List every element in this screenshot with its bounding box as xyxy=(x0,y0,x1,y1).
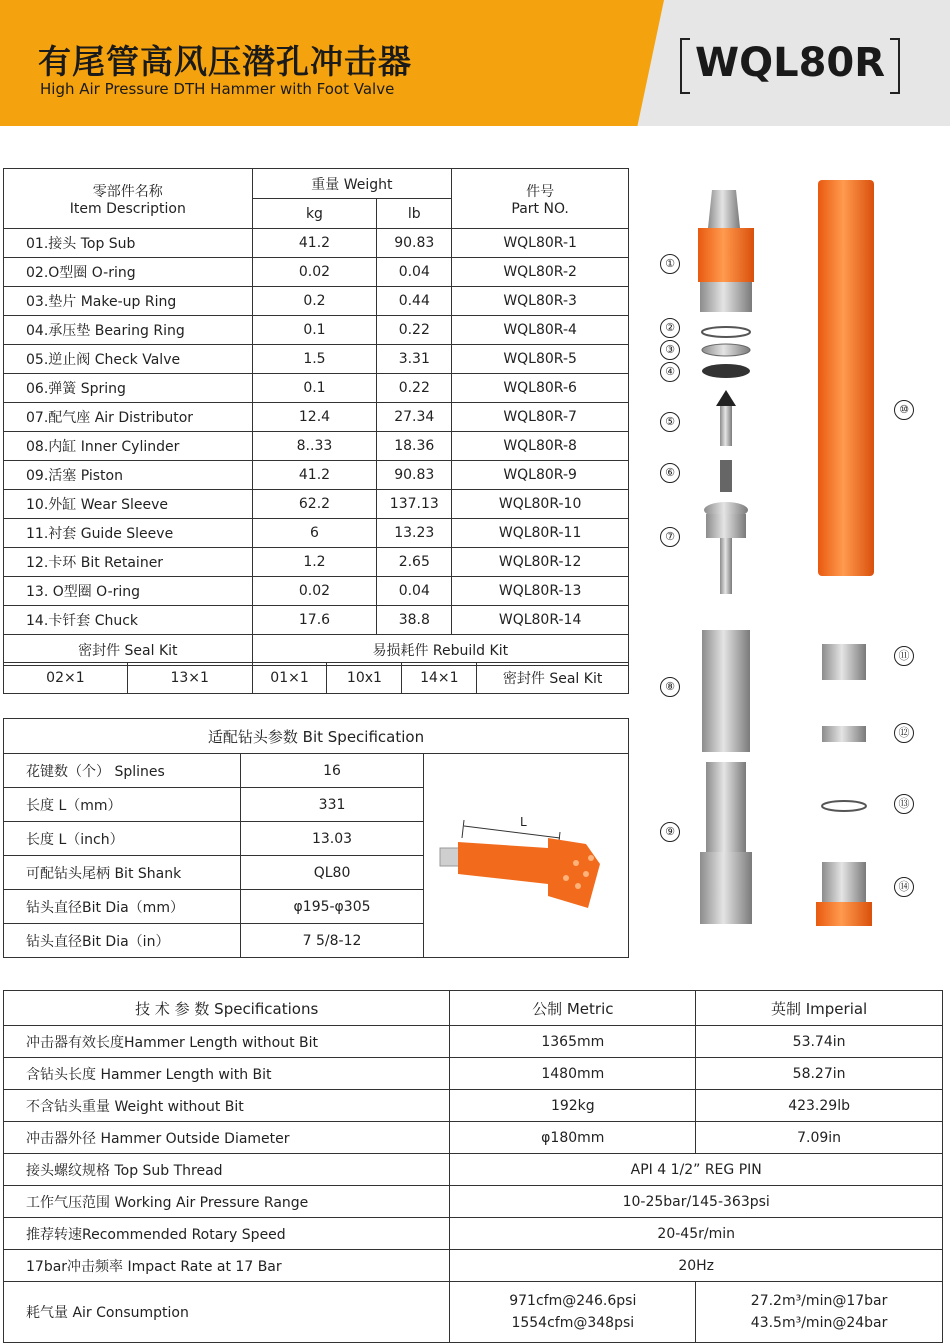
part-o-ring xyxy=(702,327,750,337)
parts-table xyxy=(3,168,629,666)
spec-row xyxy=(4,1058,943,1090)
spec-row xyxy=(4,1026,943,1058)
part-kg: 0.1 xyxy=(252,316,377,345)
header-part-cn: 件号 xyxy=(526,183,555,200)
header-kg: kg xyxy=(252,199,377,229)
part-kg: 41.2 xyxy=(252,461,377,490)
part-kg: 0.1 xyxy=(252,374,377,403)
part-item: 12.卡环 Bit Retainer xyxy=(4,548,253,577)
part-kg: 0.02 xyxy=(252,258,377,287)
part-kg: 8..33 xyxy=(252,432,377,461)
bit-spec-value: QL80 xyxy=(240,856,424,890)
spec-value: API 4 1/2” REG PIN xyxy=(450,1154,943,1186)
parts-row xyxy=(4,345,629,374)
spec-value: 20-45r/min xyxy=(450,1218,943,1250)
header-banner xyxy=(0,0,950,126)
bit-drawing xyxy=(436,808,616,918)
spec-merged-row xyxy=(4,1250,943,1282)
spec-imperial: 7.09in xyxy=(696,1122,943,1154)
title-english: High Air Pressure DTH Hammer with Foot Valve xyxy=(40,80,395,98)
model-number: WQL80R xyxy=(694,40,886,86)
callout-9: ⑨ xyxy=(660,822,680,842)
callout-11: ⑪ xyxy=(894,646,914,666)
air-consumption-metric xyxy=(450,1282,696,1343)
spec-imperial: 53.74in xyxy=(696,1026,943,1058)
part-lb: 137.13 xyxy=(377,490,452,519)
seal-kit-item: 13×1 xyxy=(127,663,252,694)
parts-row xyxy=(4,606,629,635)
air-consumption-label: 耗气量 Air Consumption xyxy=(4,1282,450,1343)
part-number: WQL80R-3 xyxy=(452,287,629,316)
part-bearing-ring xyxy=(702,364,750,378)
part-lb: 0.22 xyxy=(377,316,452,345)
rebuild-kit-header: 易损耗件 Rebuild Kit xyxy=(252,635,628,666)
title-chinese: 有尾管高风压潜孔冲击器 xyxy=(38,42,412,81)
callout-14: ⑭ xyxy=(894,877,914,897)
seal-kit-header: 密封件 Seal Kit xyxy=(4,635,253,666)
part-lb: 0.04 xyxy=(377,577,452,606)
part-number: WQL80R-12 xyxy=(452,548,629,577)
part-spring xyxy=(720,460,732,492)
exploded-parts-diagram xyxy=(640,168,940,948)
part-kg: 0.2 xyxy=(252,287,377,316)
part-number: WQL80R-4 xyxy=(452,316,629,345)
callout-2: ② xyxy=(660,318,680,338)
bit-spec-value: 331 xyxy=(240,788,424,822)
part-kg: 6 xyxy=(252,519,377,548)
header-lb: lb xyxy=(377,199,452,229)
spec-imperial: 58.27in xyxy=(696,1058,943,1090)
part-item: 07.配气座 Air Distributor xyxy=(4,403,253,432)
part-lb: 18.36 xyxy=(377,432,452,461)
part-item: 10.外缸 Wear Sleeve xyxy=(4,490,253,519)
bit-spec-value: 7 5/8-12 xyxy=(240,924,424,958)
air-imperial-1: 27.2m³/min@17bar xyxy=(750,1293,888,1309)
part-number: WQL80R-1 xyxy=(452,229,629,258)
bit-button xyxy=(583,871,589,877)
part-kg: 62.2 xyxy=(252,490,377,519)
spec-label: 17bar冲击频率 Impact Rate at 17 Bar xyxy=(4,1250,450,1282)
bit-button xyxy=(575,883,581,889)
part-wear-sleeve xyxy=(818,180,874,576)
part-number: WQL80R-11 xyxy=(452,519,629,548)
part-item: 13. O型圈 O-ring xyxy=(4,577,253,606)
spec-value: 10-25bar/145-363psi xyxy=(450,1186,943,1218)
rebuild-kit-item: 14×1 xyxy=(402,663,477,694)
part-lb: 0.22 xyxy=(377,374,452,403)
part-item: 02.O型圈 O-ring xyxy=(4,258,253,287)
spec-merged-row xyxy=(4,1154,943,1186)
part-top-sub xyxy=(698,190,754,312)
part-kg: 41.2 xyxy=(252,229,377,258)
callout-10: ⑩ xyxy=(894,400,914,420)
air-metric-2: 1554cfm@348psi xyxy=(511,1315,635,1331)
callout-4: ④ xyxy=(660,362,680,382)
bit-spec-value: 13.03 xyxy=(240,822,424,856)
part-number: WQL80R-7 xyxy=(452,403,629,432)
part-number: WQL80R-2 xyxy=(452,258,629,287)
part-item: 05.逆止阀 Check Valve xyxy=(4,345,253,374)
spec-header-metric: 公制 Metric xyxy=(450,991,696,1026)
kit-table xyxy=(3,662,629,694)
bit-spec-title: 适配钻头参数 Bit Specification xyxy=(4,719,629,754)
parts-row xyxy=(4,403,629,432)
bit-spec-label: 钻头直径Bit Dia（in） xyxy=(4,924,241,958)
spec-metric: 192kg xyxy=(450,1090,696,1122)
air-metric-1: 971cfm@246.6psi xyxy=(509,1293,637,1309)
part-bit-retainer xyxy=(822,726,866,742)
dimension-tick-left xyxy=(462,820,464,838)
spec-label: 工作气压范围 Working Air Pressure Range xyxy=(4,1186,450,1218)
part-lb: 0.04 xyxy=(377,258,452,287)
air-consumption-imperial xyxy=(696,1282,943,1343)
spec-merged-row xyxy=(4,1186,943,1218)
model-box xyxy=(680,38,900,92)
part-lb: 27.34 xyxy=(377,403,452,432)
parts-row xyxy=(4,461,629,490)
part-number: WQL80R-14 xyxy=(452,606,629,635)
spec-label: 不含钻头重量 Weight without Bit xyxy=(4,1090,450,1122)
part-air-distributor xyxy=(704,502,748,594)
part-number: WQL80R-10 xyxy=(452,490,629,519)
spec-table xyxy=(3,990,943,1343)
part-make-up-ring xyxy=(702,344,750,356)
bit-spec-value: φ195-φ305 xyxy=(240,890,424,924)
header-item-description xyxy=(4,169,253,229)
header-weight: 重量 Weight xyxy=(252,169,452,199)
spec-label: 推荐转速Recommended Rotary Speed xyxy=(4,1218,450,1250)
bit-spec-value: 16 xyxy=(240,754,424,788)
bit-head xyxy=(548,838,600,908)
spec-label: 冲击器有效长度Hammer Length without Bit xyxy=(4,1026,450,1058)
callout-1: ① xyxy=(660,254,680,274)
part-number: WQL80R-6 xyxy=(452,374,629,403)
bit-button xyxy=(573,860,579,866)
header-item-cn: 零部件名称 xyxy=(92,183,163,200)
part-item: 03.垫片 Make-up Ring xyxy=(4,287,253,316)
spec-header-imperial: 英制 Imperial xyxy=(696,991,943,1026)
spec-metric: 1480mm xyxy=(450,1058,696,1090)
parts-row xyxy=(4,490,629,519)
callout-7: ⑦ xyxy=(660,527,680,547)
header-part-en: Part NO. xyxy=(511,200,569,217)
spec-value: 20Hz xyxy=(450,1250,943,1282)
rebuild-kit-item: 密封件 Seal Kit xyxy=(477,663,629,694)
part-kg: 1.5 xyxy=(252,345,377,374)
parts-row xyxy=(4,519,629,548)
seal-kit-item: 02×1 xyxy=(4,663,128,694)
part-number: WQL80R-5 xyxy=(452,345,629,374)
callout-5: ⑤ xyxy=(660,412,680,432)
part-kg: 12.4 xyxy=(252,403,377,432)
dimension-label: L xyxy=(520,815,527,829)
parts-row xyxy=(4,258,629,287)
part-item: 01.接头 Top Sub xyxy=(4,229,253,258)
part-lb: 90.83 xyxy=(377,229,452,258)
part-item: 06.弹簧 Spring xyxy=(4,374,253,403)
part-chuck xyxy=(816,862,872,926)
parts-row xyxy=(4,548,629,577)
part-number: WQL80R-8 xyxy=(452,432,629,461)
parts-row xyxy=(4,316,629,345)
part-lb: 13.23 xyxy=(377,519,452,548)
rebuild-kit-item: 10x1 xyxy=(327,663,402,694)
part-item: 14.卡钎套 Chuck xyxy=(4,606,253,635)
bit-button xyxy=(588,855,594,861)
parts-row xyxy=(4,374,629,403)
air-imperial-2: 43.5m³/min@24bar xyxy=(750,1315,888,1331)
parts-rows xyxy=(4,229,629,635)
part-inner-cylinder xyxy=(702,630,750,752)
dimension-line xyxy=(464,826,560,838)
spec-metric: 1365mm xyxy=(450,1026,696,1058)
part-check-valve xyxy=(716,390,736,446)
part-piston xyxy=(700,762,752,924)
spec-label: 接头螺纹规格 Top Sub Thread xyxy=(4,1154,450,1186)
part-item: 09.活塞 Piston xyxy=(4,461,253,490)
part-number: WQL80R-13 xyxy=(452,577,629,606)
parts-row xyxy=(4,229,629,258)
callout-8: ⑧ xyxy=(660,677,680,697)
callout-6: ⑥ xyxy=(660,463,680,483)
spec-merged-row xyxy=(4,1218,943,1250)
bit-spec-label: 长度 L（inch） xyxy=(4,822,241,856)
part-lb: 0.44 xyxy=(377,287,452,316)
callout-12: ⑫ xyxy=(894,723,914,743)
part-kg: 1.2 xyxy=(252,548,377,577)
part-lb: 38.8 xyxy=(377,606,452,635)
part-lb: 90.83 xyxy=(377,461,452,490)
callout-13: ⑬ xyxy=(894,794,914,814)
spec-label: 含钻头长度 Hammer Length with Bit xyxy=(4,1058,450,1090)
bit-shank-end xyxy=(440,848,460,866)
spec-header-name: 技 术 参 数 Specifications xyxy=(4,991,450,1026)
bit-spec-label: 花键数（个） Splines xyxy=(4,754,241,788)
bit-spec-label: 长度 L（mm） xyxy=(4,788,241,822)
spec-merged-rows xyxy=(4,1154,943,1282)
spec-row xyxy=(4,1122,943,1154)
spec-row xyxy=(4,1090,943,1122)
parts-row xyxy=(4,287,629,316)
bit-spec-label: 钻头直径Bit Dia（mm） xyxy=(4,890,241,924)
part-item: 04.承压垫 Bearing Ring xyxy=(4,316,253,345)
header-item-en: Item Description xyxy=(69,200,186,217)
part-o-ring-13 xyxy=(822,801,866,811)
spec-rows xyxy=(4,1026,943,1154)
bit-spec-row xyxy=(4,754,629,788)
bit-spec-label: 可配钻头尾柄 Bit Shank xyxy=(4,856,241,890)
part-kg: 17.6 xyxy=(252,606,377,635)
part-item: 08.内缸 Inner Cylinder xyxy=(4,432,253,461)
part-lb: 3.31 xyxy=(377,345,452,374)
bit-button xyxy=(563,875,569,881)
spec-label: 冲击器外径 Hammer Outside Diameter xyxy=(4,1122,450,1154)
header-part-no xyxy=(452,169,629,229)
part-guide-sleeve xyxy=(822,644,866,680)
spec-metric: φ180mm xyxy=(450,1122,696,1154)
part-number: WQL80R-9 xyxy=(452,461,629,490)
callout-3: ③ xyxy=(660,340,680,360)
parts-row xyxy=(4,432,629,461)
bit-shank xyxy=(458,842,548,884)
rebuild-kit-item: 01×1 xyxy=(252,663,327,694)
spec-imperial: 423.29lb xyxy=(696,1090,943,1122)
part-item: 11.衬套 Guide Sleeve xyxy=(4,519,253,548)
part-lb: 2.65 xyxy=(377,548,452,577)
parts-row xyxy=(4,577,629,606)
part-kg: 0.02 xyxy=(252,577,377,606)
